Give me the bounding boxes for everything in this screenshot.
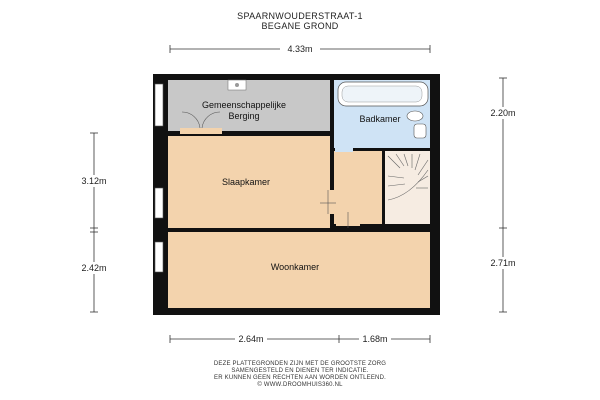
disclaimer-line-1: DEZE PLATTEGRONDEN ZIJN MET DE GROOTSTE ZORG xyxy=(213,361,387,367)
disclaimer-line-2: SAMENGESTELD EN DIENEN TER INDICATIE. xyxy=(231,368,369,374)
dim-right-top: 2.20m xyxy=(490,108,516,118)
bathtub-icon xyxy=(338,82,428,106)
bedroom-label: Slaapkamer xyxy=(221,177,271,187)
dim-left-bottom: 2.42m xyxy=(81,263,107,273)
living-room-label: Woonkamer xyxy=(270,262,320,272)
dim-left-top: 3.12m xyxy=(81,176,107,186)
washbasin-icon xyxy=(228,80,246,90)
floor-label: BEGANE GROND xyxy=(261,21,339,31)
storage-label-line2: Berging xyxy=(228,111,260,121)
storage-label-line1: Gemeenschappelijke xyxy=(201,100,287,110)
plan-title: SPAARNWOUDERSTRAAT-1 xyxy=(237,11,363,21)
bathroom-label: Badkamer xyxy=(359,114,401,124)
disclaimer-line-3: ER KUNNEN GEEN RECHTEN AAN WORDEN ONTLEEND. xyxy=(214,375,386,381)
sink-icon xyxy=(414,124,426,138)
dim-right-bottom: 2.71m xyxy=(490,258,516,268)
dim-bottom-left: 2.64m xyxy=(238,334,264,344)
stairwell xyxy=(385,151,430,224)
dim-top-total: 4.33m xyxy=(287,44,313,54)
dim-bottom-right: 1.68m xyxy=(362,334,388,344)
toilet-icon xyxy=(407,111,423,121)
hallway xyxy=(334,151,382,224)
disclaimer-line-4: © WWW.DROOMHUIS360.NL xyxy=(257,382,343,388)
